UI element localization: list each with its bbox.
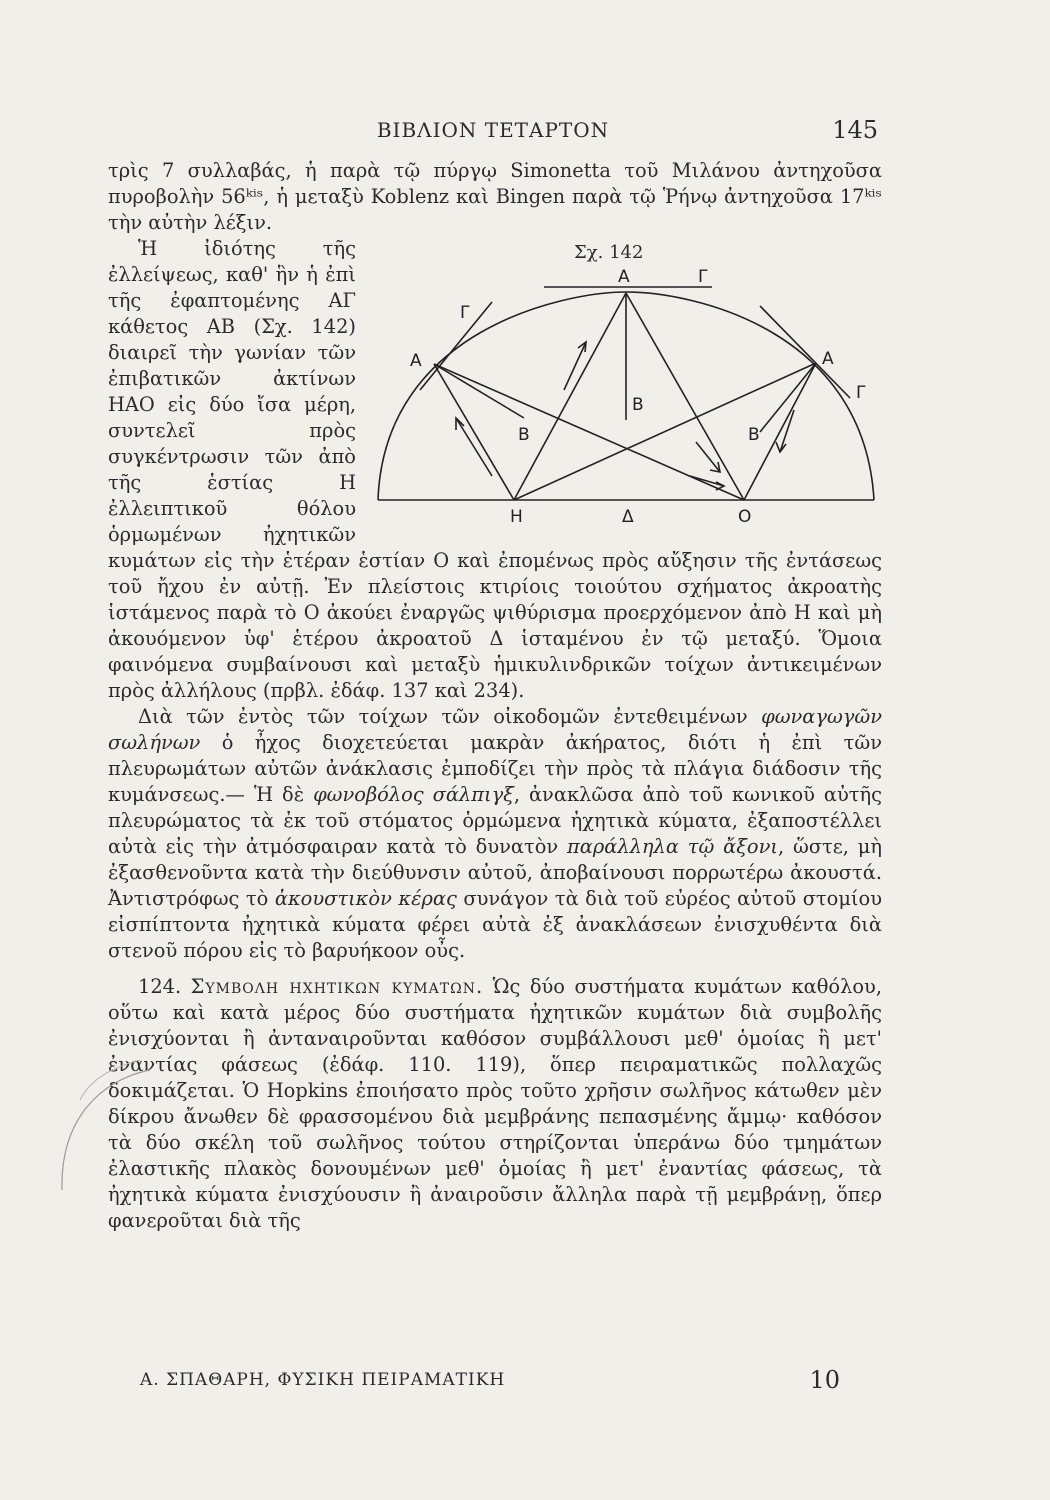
label-G-top: Γ — [698, 267, 708, 287]
arrowhead-5 — [716, 482, 724, 490]
label-B-right: Β — [748, 425, 760, 445]
p3-text-c: ὁ ἦχος διοχετεύεται μακρὰν ἀκήρατος, διότι ἡ ἐπὶ τῶν πλευρωμάτων αὐτῶν ἀνάκλασις ἐμποδίζει τὴν πρὸς τὰ πλάγια διάδοσιν τῆς κυμάνσεως.— Ἡ δὲ — [108, 731, 882, 806]
label-A-left: Α — [410, 351, 422, 371]
page-footer — [140, 1366, 840, 1400]
normal-right — [760, 363, 816, 432]
p3-text-g: , ὥστε, μὴ ἐξασθενοῦντα κατὰ τὴν διεύθυνσιν αὐτοῦ, ἀποβαίνουσι πορρωτέρω ἀκουστά. Ἀντιστρόφως τὸ — [108, 835, 882, 910]
ray-A-top-O — [626, 293, 744, 500]
arrow-1 — [564, 342, 586, 390]
ray-H-A-left — [434, 364, 514, 500]
p3-term-parallela: παράλληλα τῷ ἄξονι — [567, 835, 778, 858]
p3-term-phonagogoi: φωναγωγῶν σωλήνων — [108, 705, 882, 754]
label-O: Ο — [738, 507, 752, 527]
header-title: ΒΙΒΛΙΟΝ ΤΕΤΑΡΤΟΝ — [376, 118, 610, 142]
ray-A-left-O — [434, 364, 744, 500]
paragraph-1: τρὶς 7 συλλαβάς, ἡ παρὰ τῷ πύργῳ Simonetta τοῦ Μιλάνου ἀντηχοῦσα πυροβολὴν 56ᵏⁱˢ, ἡ μεταξὺ Koblenz καὶ Bingen παρὰ τῷ Ῥήνῳ ἀντηχοῦσα 17ᵏⁱˢ τὴν αὐτὴν λέξιν. — [108, 159, 882, 234]
p3-text-a: Διὰ τῶν ἐντὸς τῶν τοίχων τῶν οἰκοδομῶν ἐντεθειμένων — [138, 705, 762, 728]
label-A-top: Α — [618, 267, 630, 287]
page-number: 145 — [832, 116, 878, 144]
figure-caption: Σχ. 142 — [574, 242, 644, 263]
p3-text-e: , ἀνακλῶσα ἀπὸ τοῦ κωνικοῦ αὐτῆς πλευρώματος τὰ ἐκ τοῦ στόματος ὁρμώμενα ἠχητικὰ κύματα, ἐξαποστέλλει αὐτὰ εἰς τὴν ἀτμόσφαιραν κατὰ τὸ δυνατὸν — [108, 783, 882, 858]
running-header — [108, 116, 878, 146]
section-title: Συμβολη ηχητικων κυματων. — [190, 975, 484, 998]
signature-number: 10 — [809, 1366, 840, 1394]
label-H: Η — [510, 507, 523, 527]
figure-142 — [364, 240, 882, 542]
section-number: 124. — [138, 975, 191, 998]
p4-text: Ὡς δύο συστήματα κυμάτων καθόλου, οὕτω καὶ κατὰ μέρος δύο συστήματα ἠχητικῶν κυμάτων διὰ συμβολῆς ἐνισχύονται ἢ ἀνταναιροῦνται καθόσον συμβάλλουσι μεθ' ὁμοίας ἢ μετ' ἐναντίας φάσεως (ἐδάφ. 110. 119), ὅπερ πειραματικῶς πολλαχῶς δοκιμάζεται. Ὁ Hopkins ἐποιήσατο πρὸς τοῦτο χρῆσιν σωλῆνος κάτωθεν μὲν δίκρου ἄνωθεν δὲ φρασσομένου διὰ μεμβράνης πεπασμένης ἄμμῳ· καθόσον τὰ δύο σκέλη τοῦ σωλῆνος τούτου στηρίζονται ὑπεράνω δύο τμημάτων ἐλαστικῆς πλακὸς δονουμένων μεθ' ὁμοίας ἢ μετ' ἐναντίας φάσεως, τὰ ἠχητικὰ κύματα ἐνισχύουσιν ἢ ἀναιροῦσιν ἄλληλα παρὰ τῇ μεμβράνῃ, ὅπερ φανεροῦται διὰ τῆς — [108, 975, 883, 1232]
label-B-center: Β — [632, 395, 644, 415]
paragraph-3 — [108, 704, 882, 964]
label-A-right: Α — [822, 349, 834, 369]
arrow-4 — [780, 410, 794, 452]
label-G-left: Γ — [460, 303, 470, 323]
label-B-left: Β — [518, 425, 530, 445]
paragraph-4 — [108, 974, 882, 1234]
normal-left — [434, 364, 524, 418]
label-G-right: Γ — [856, 383, 866, 403]
arrow-2 — [456, 418, 492, 476]
label-D: Δ — [622, 507, 634, 527]
arrow-3 — [696, 442, 720, 472]
ray-H-A-top — [514, 293, 626, 500]
p3-term-keras: ἀκουστικὸν κέρας — [274, 887, 457, 910]
footer-author-title: Α. ΣΠΑΘΑΡΗ, ΦΥΣΙΚΗ ΠΕΙΡΑΜΑΤΙΚΗ — [140, 1370, 506, 1390]
p3-text-i: συνάγον τὰ διὰ τοῦ εὐρέος αὐτοῦ στομίου εἰσπίπτοντα ἠχητικὰ κύματα φέρει αὐτὰ ἐξ ἀνακλάσεων ἐνισχυθέντα διὰ στενοῦ πόρου εἰς τὸ βαρυήκοον οὖς. — [108, 887, 882, 962]
paragraph-2: Ἡ ἰδιότης τῆς ἐλλείψεως, καθ' ἣν ἡ ἐπὶ τῆς ἐφαπτομένης ΑΓ κάθετος ΑΒ (Σχ. 142) διαιρεῖ τὴν γωνίαν τῶν ἐπιβατικῶν ἀκτίνων ΗΑΟ εἰς δύο ἴσα μέρη, συντελεῖ πρὸς συγκέντρωσιν τῶν ἀπὸ τῆς ἑστίας Η ἐλλειπτικοῦ θόλου ὁρμωμένων ἠχητικῶν κυμάτων εἰς τὴν ἑτέραν ἑστίαν Ο καὶ ἐπομένως πρὸς αὔξησιν τῆς ἐντάσεως τοῦ ἤχου ἐν αὐτῇ. Ἐν πλείστοις κτιρίοις τοιούτου σχήματος ἀκροατὴς ἱστάμενος παρὰ τὸ Ο ἀκούει ἐναργῶς ψιθύρισμα προερχόμενον ἀπὸ Η καὶ μὴ ἀκουόμενον ὑφ' ἑτέρου ἀκροατοῦ Δ ἱσταμένου ἐν τῷ μεταξύ. Ὅμοια φαινόμενα συμβαίνουσι καὶ μεταξὺ ἡμικυλινδρικῶν τοίχων ἀντικειμένων πρὸς ἀλλήλους (πρβλ. ἐδάφ. 137 καὶ 234). — [108, 237, 882, 702]
page-body — [108, 158, 882, 1234]
ellipse-diagram — [364, 240, 882, 542]
ray-H-A-right — [514, 363, 816, 500]
pencil-margin-mark — [40, 1040, 160, 1200]
p3-term-salpinx: φωνοβόλος σάλπιγξ — [313, 783, 514, 806]
